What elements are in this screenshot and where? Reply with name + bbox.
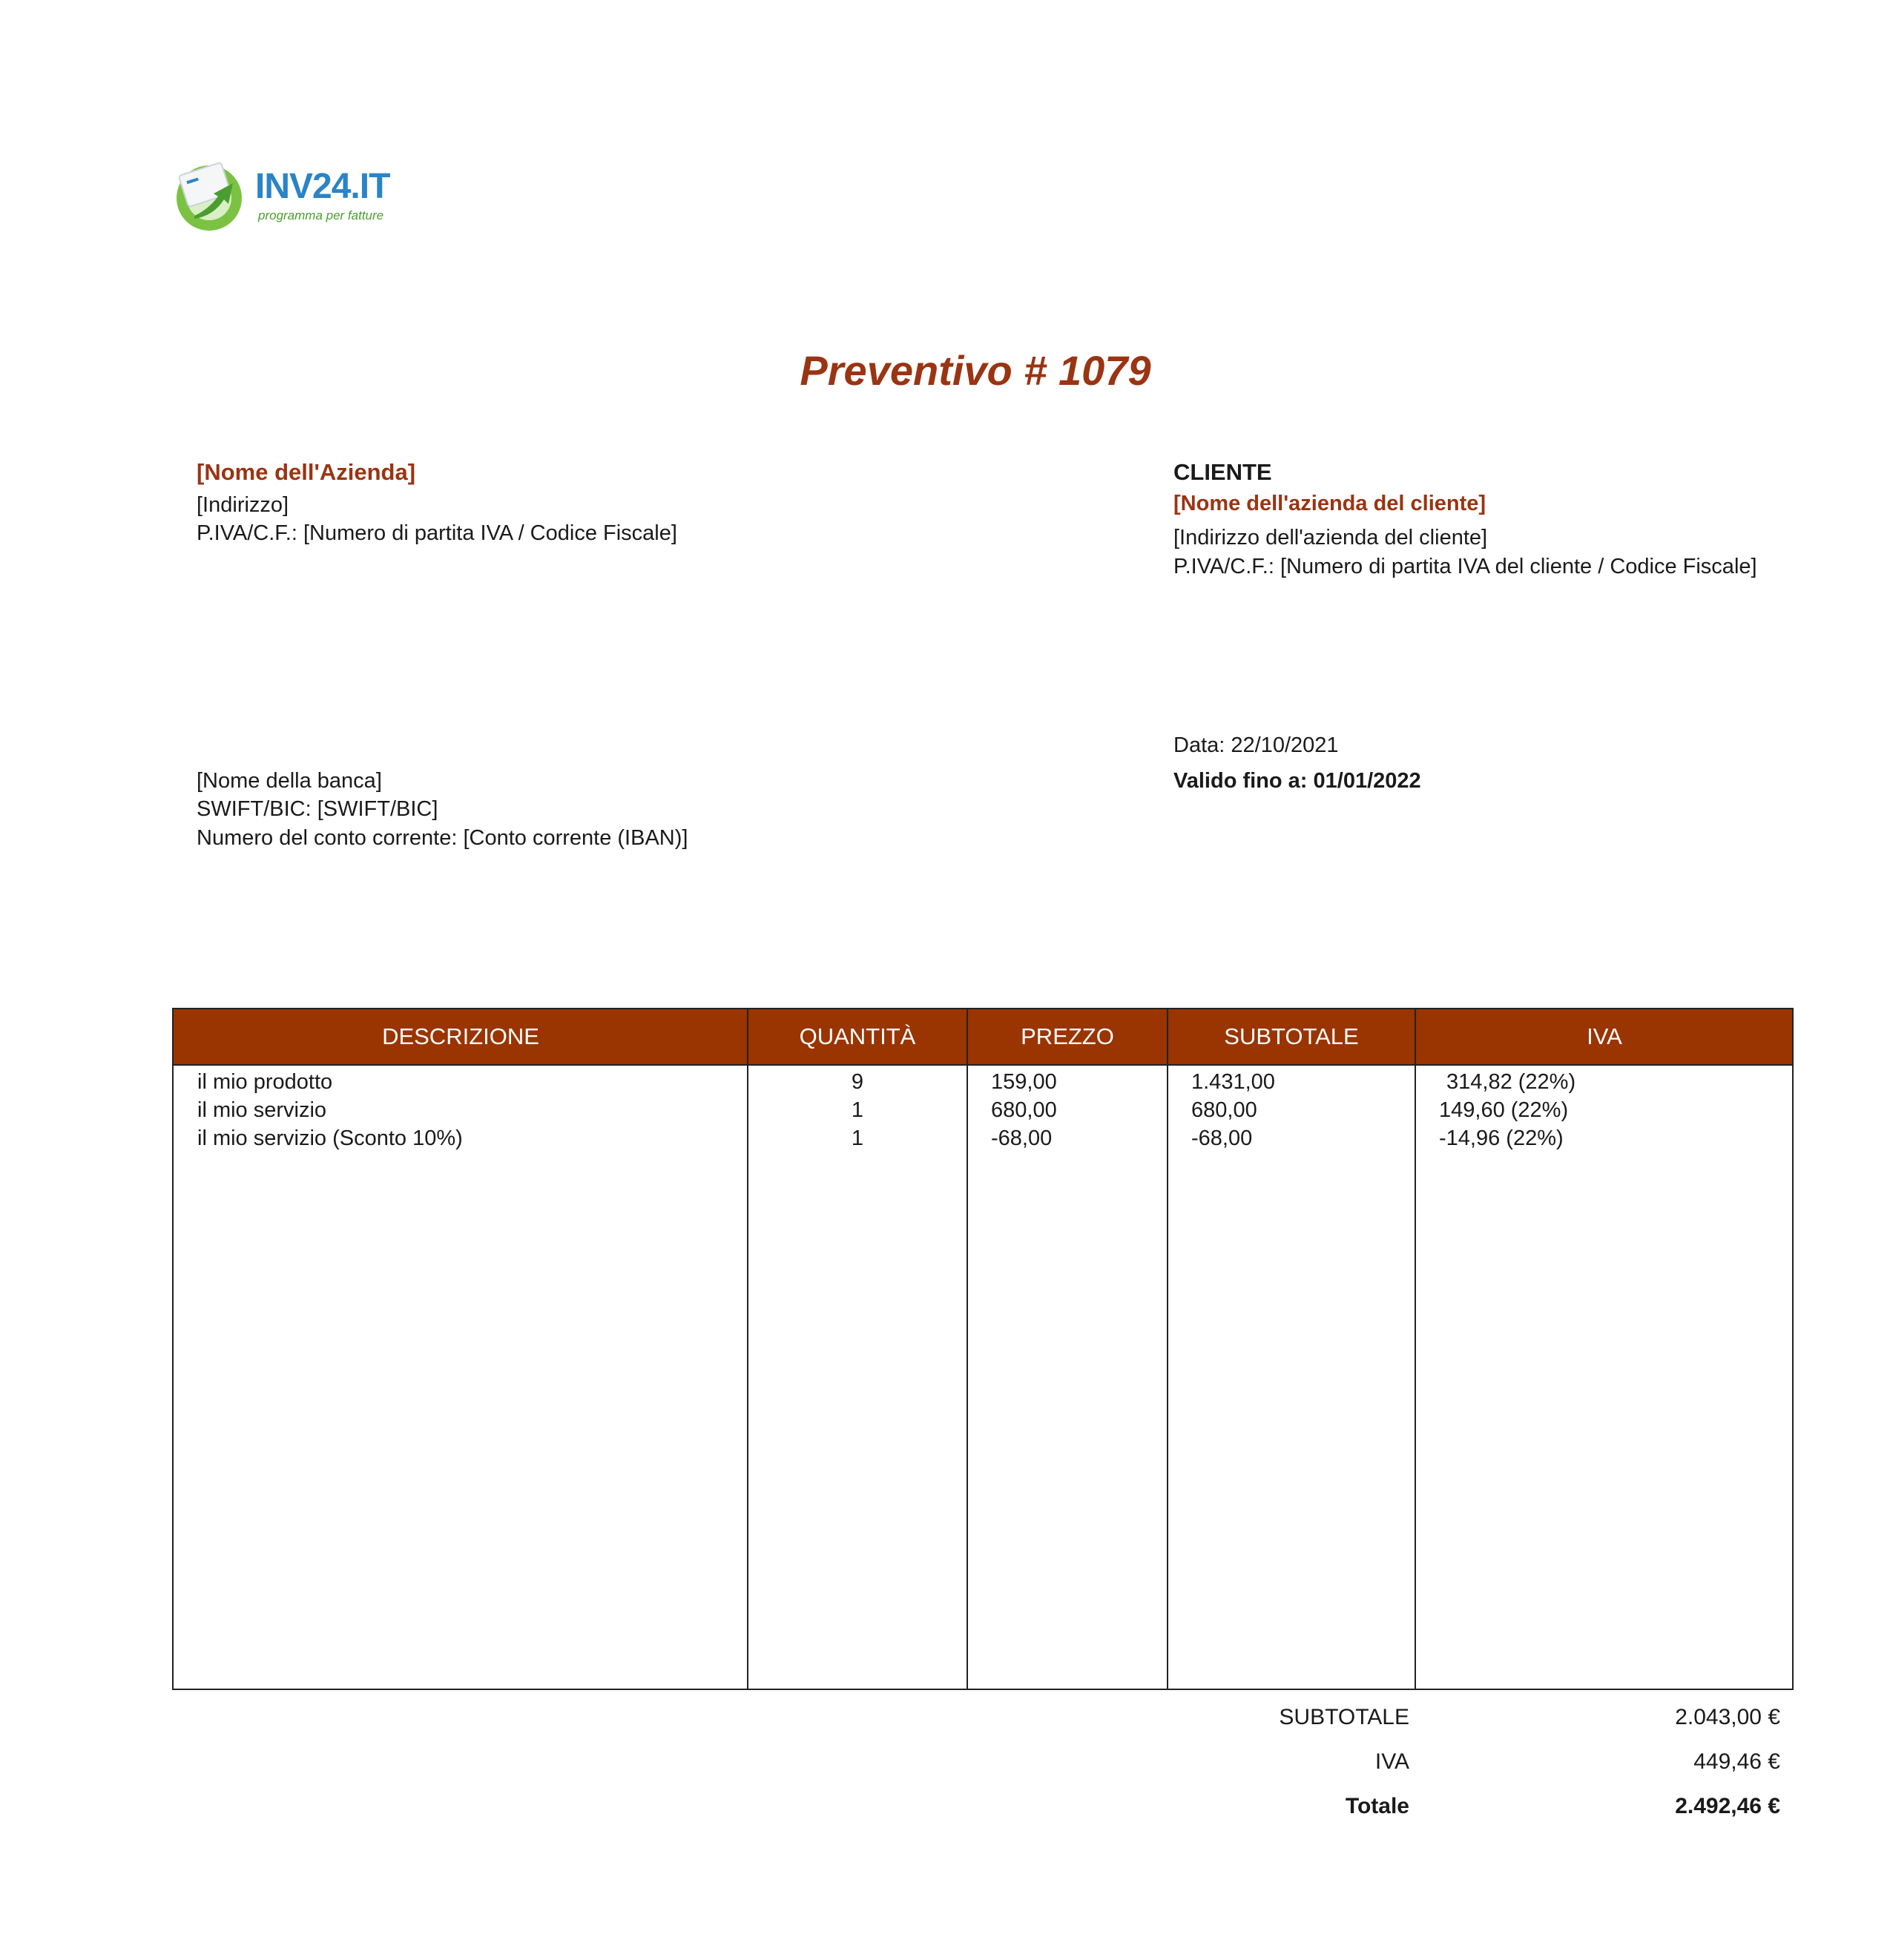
subtotal-label: SUBTOTALE [1279,1705,1409,1729]
vat-total-label: IVA [1374,1749,1409,1774]
row-2-quantity: 1 [851,1098,864,1122]
bank-swift: SWIFT/BIC: [SWIFT/BIC] [197,797,438,821]
header-subtotal: SUBTOTALE [1224,1023,1359,1049]
grand-total-label: Totale [1345,1794,1409,1818]
row-2-price: 680,00 [991,1098,1057,1122]
document-title: Preventivo # 1079 [800,347,1151,394]
quote-date: Data: 22/10/2021 [1173,733,1339,757]
row-3-quantity: 1 [851,1126,864,1150]
row-3-price: -68,00 [991,1126,1053,1150]
client-vat: P.IVA/C.F.: [Numero di partita IVA del cliente / Codice Fiscale] [1173,555,1757,578]
subtotal-value: 2.043,00 € [1675,1705,1780,1729]
row-3-vat: -14,96 (22%) [1439,1126,1564,1150]
company-logo [172,158,395,232]
items-table [172,1008,1794,1690]
header-vat: IVA [1587,1023,1622,1049]
seller-name: [Nome dell'Azienda] [197,459,416,485]
valid-until: Valido fino a: 01/01/2022 [1173,769,1421,793]
column-divider [1167,1009,1168,1689]
row-1-price: 159,00 [991,1070,1057,1094]
seller-address: [Indirizzo] [197,493,289,517]
client-address: [Indirizzo dell'azienda del cliente] [1173,526,1488,550]
logo-wordmark: INV24.IT [255,167,390,206]
row-2-description: il mio servizio [197,1098,327,1122]
client-name: [Nome dell'azienda del cliente] [1173,492,1486,515]
row-1-quantity: 9 [851,1070,864,1094]
table-header [174,1009,1792,1066]
row-3-description: il mio servizio (Sconto 10%) [197,1126,463,1150]
row-1-vat: 314,82 (22%) [1446,1070,1576,1094]
header-quantity: QUANTITÀ [799,1023,916,1049]
column-divider [1415,1009,1416,1689]
row-2-subtotal: 680,00 [1191,1098,1257,1122]
logo-tagline: programma per fatture [258,208,384,222]
row-2-vat: 149,60 (22%) [1439,1098,1569,1122]
row-3-subtotal: -68,00 [1191,1126,1253,1150]
logo-badge-icon [172,158,254,232]
vat-total-value: 449,46 € [1693,1749,1780,1774]
seller-vat: P.IVA/C.F.: [Numero di partita IVA / Codice Fiscale] [197,521,677,545]
row-1-subtotal: 1.431,00 [1191,1070,1275,1094]
client-heading: CLIENTE [1173,459,1272,485]
row-1-description: il mio prodotto [197,1070,333,1094]
grand-total-value: 2.492,46 € [1675,1794,1780,1818]
header-price: PREZZO [1021,1023,1114,1049]
header-description: DESCRIZIONE [382,1023,539,1049]
bank-account: Numero del conto corrente: [Conto corrente (IBAN)] [197,826,688,850]
bank-name: [Nome della banca] [197,769,382,793]
